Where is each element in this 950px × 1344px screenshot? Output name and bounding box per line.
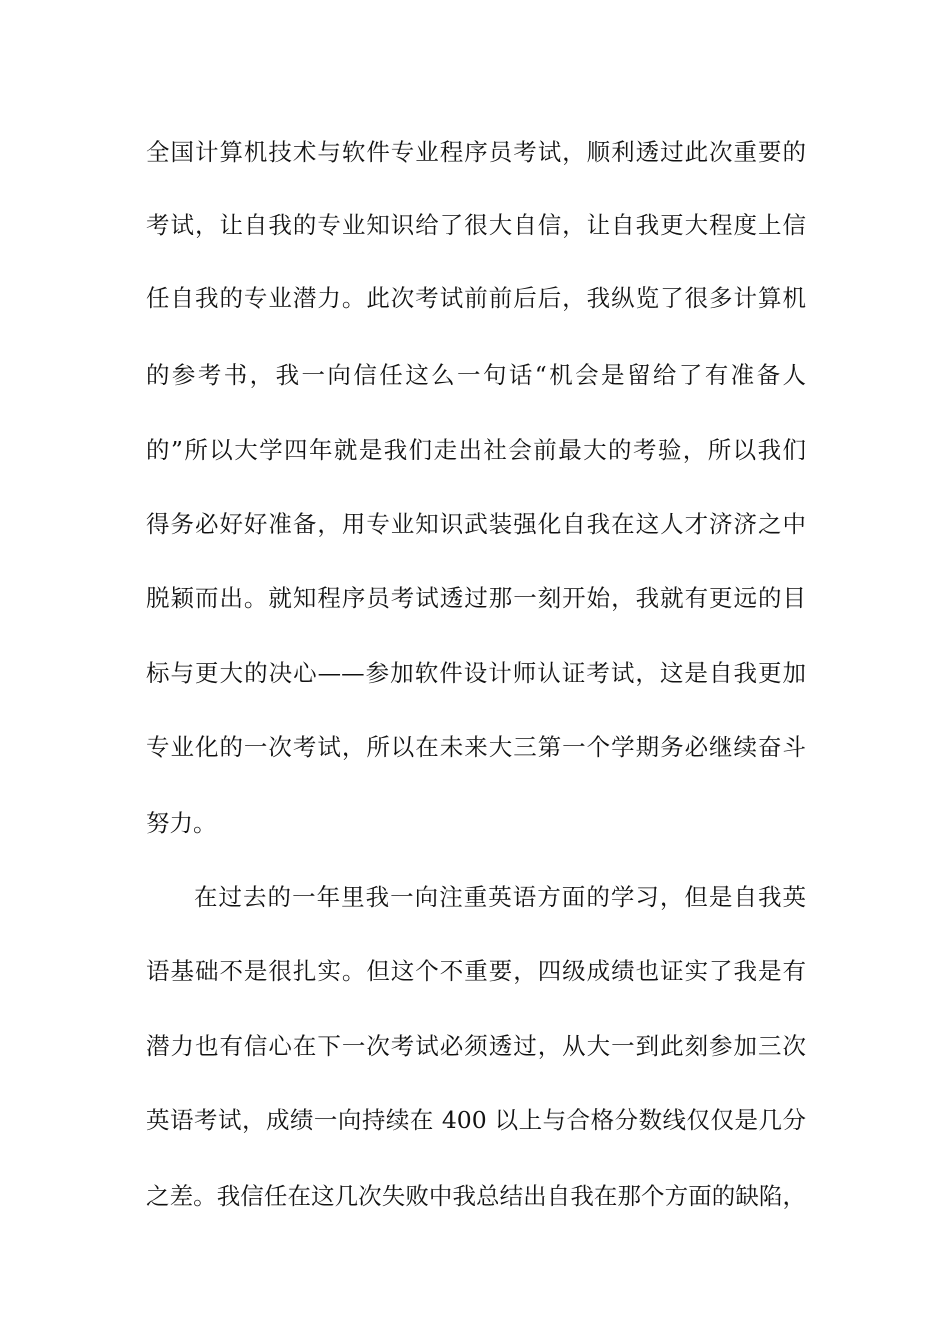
paragraph-line: 全国计算机技术与软件专业程序员考试，顺利透过此次重要的 [146,138,806,166]
paragraph-line: 在过去的一年里我一向注重英语方面的学习，但是自我英 [194,883,806,911]
paragraph-line: 之差。我信任在这几次失败中我总结出自我在那个方面的缺陷， [146,1182,806,1210]
paragraph-line: 潜力也有信心在下一次考试必须透过，从大一到此刻参加三次 [146,1032,806,1060]
paragraph-line: 英语考试，成绩一向持续在 400 以上与合格分数线仅仅是几分 [146,1106,806,1134]
paragraph-line: 脱颖而出。就知程序员考试透过那一刻开始，我就有更远的目 [146,584,806,612]
paragraph-line: 考试，让自我的专业知识给了很大自信，让自我更大程度上信 [146,211,806,239]
paragraph-line: 标与更大的决心——参加软件设计师认证考试，这是自我更加 [146,659,806,687]
paragraph-line: 专业化的一次考试，所以在未来大三第一个学期务必继续奋斗 [146,733,806,761]
paragraph-line: 的参考书，我一向信任这么一句话“机会是留给了有准备人 [146,361,806,389]
paragraph-line: 语基础不是很扎实。但这个不重要，四级成绩也证实了我是有 [146,957,806,985]
paragraph-line: 的”所以大学四年就是我们走出社会前最大的考验，所以我们 [146,436,806,464]
paragraph-line: 努力。 [146,809,217,837]
paragraph-line: 得务必好好准备，用专业知识武装强化自我在这人才济济之中 [146,510,806,538]
paragraph-line: 任自我的专业潜力。此次考试前前后后，我纵览了很多计算机 [146,284,806,312]
